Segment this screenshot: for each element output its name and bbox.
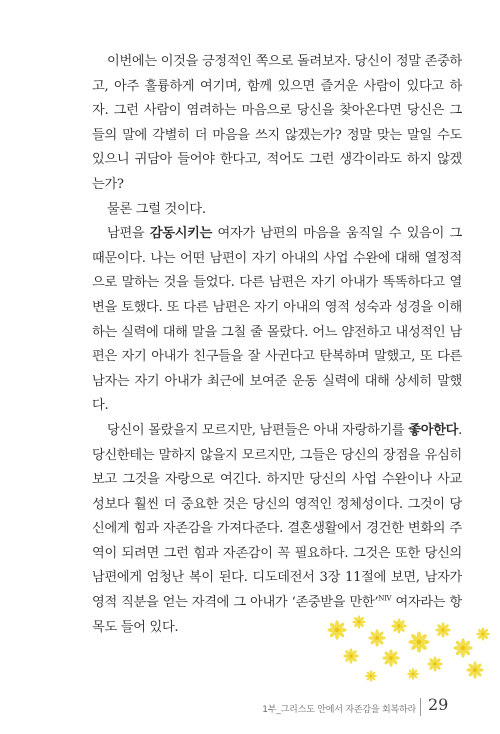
- flower-icon: [427, 656, 443, 672]
- paragraph-3: [92, 222, 462, 419]
- version-superscript: NIV: [378, 594, 392, 603]
- paragraph-1: [92, 50, 462, 198]
- flower-icon: [408, 631, 429, 652]
- paragraph-3-text-a: 남편을: [107, 226, 150, 242]
- paragraph-1-text: 이번에는 이것을 긍정적인 쪽으로 돌려보자. 당신이 정말 존중하고, 아주 훌륭하게 여기며, 함께 있으면 즐거운 사람이 있다고 하자. 그런 사람이 염려하는 마음으로 당신을 찾아온다면 당신은 그들의 말에 각별히 더 마음을 쓰지 않겠는가? 정말 맞는 말일 수도 있으니 귀담아 들어야 한다고, 적어도 그런 생각이라도 하지 않겠는가?: [92, 54, 462, 192]
- flower-icon: [466, 661, 483, 678]
- paragraph-4: [92, 419, 462, 640]
- paragraph-3-emphasis: 감동시키는: [149, 226, 213, 242]
- page-number: 29: [428, 695, 449, 714]
- flower-icon: [352, 615, 366, 629]
- paragraph-4-text-a: 당신이 몰랐을지 모르지만, 남편들은 아내 자랑하기를: [107, 422, 409, 438]
- flower-icon: [382, 649, 399, 666]
- flower-icon: [368, 629, 385, 646]
- flower-icon: [391, 618, 407, 634]
- footer-divider: [420, 698, 421, 716]
- paragraph-4-emphasis: 좋아한다: [408, 422, 459, 438]
- flower-icon: [407, 668, 419, 680]
- paragraph-4-text-c: 여자라는 항목도 들어 있다.: [92, 595, 462, 635]
- paragraph-4-text-b: . 당신한테는 말하지 않을지 모르지만, 그들은 당신의 장점을 유심히 보고 그것을 자랑으로 여긴다. 하지만 당신의 사업 수완이나 사교성보다 훨씬 더 중요한 것은 당신의 영적인 정체성이다. 그것이 당신에게 힘과 자존감을 가져다준다. 결혼생활에서 경건한 변화의 주역이 되려면 그런 힘과 자존감이 꼭 필요하다. 그것은 또한 당신의 남편에게 엄청난 복이 된다. 디도데전서 3장 11절에 보면, 남자가 영적 직분을 얻는 자격에 그 아내가 ‘존중받을 만한’: [92, 422, 462, 611]
- page-footer: [0, 692, 500, 722]
- flower-icon: [365, 670, 377, 682]
- flower-icon: [343, 648, 359, 664]
- flower-decoration: [315, 612, 495, 687]
- paragraph-2-text: 물론 그럴 것이다.: [107, 201, 206, 217]
- paragraph-3-text-b: 여자가 남편의 마음을 움직일 수 있음이 그 때문이다. 나는 어떤 남편이 자기 아내의 사업 수완에 대해 열정적으로 말하는 것을 들었다. 다른 남편은 자기 아내가 똑똑하다고 열변을 토했다. 또 다른 남편은 자기 아내의 영적 성숙과 성경을 이해하는 실력에 대해 말을 그칠 줄 몰랐다. 어느 얌전하고 내성적인 남편은 자기 아내가 친구들을 잘 사귄다고 탄복하며 말했고, 또 다른 남자는 자기 아내가 최근에 보여준 운동 실력에 대해 상세히 말했다.: [92, 226, 462, 414]
- body-text: [92, 50, 462, 640]
- flower-icon: [327, 620, 346, 639]
- flower-icon: [476, 627, 490, 641]
- running-title: 1부_그리스도 안에서 자존감을 회복하라: [262, 705, 416, 715]
- flower-icon: [435, 622, 451, 638]
- paragraph-2: [92, 198, 462, 223]
- flower-icon: [453, 638, 472, 657]
